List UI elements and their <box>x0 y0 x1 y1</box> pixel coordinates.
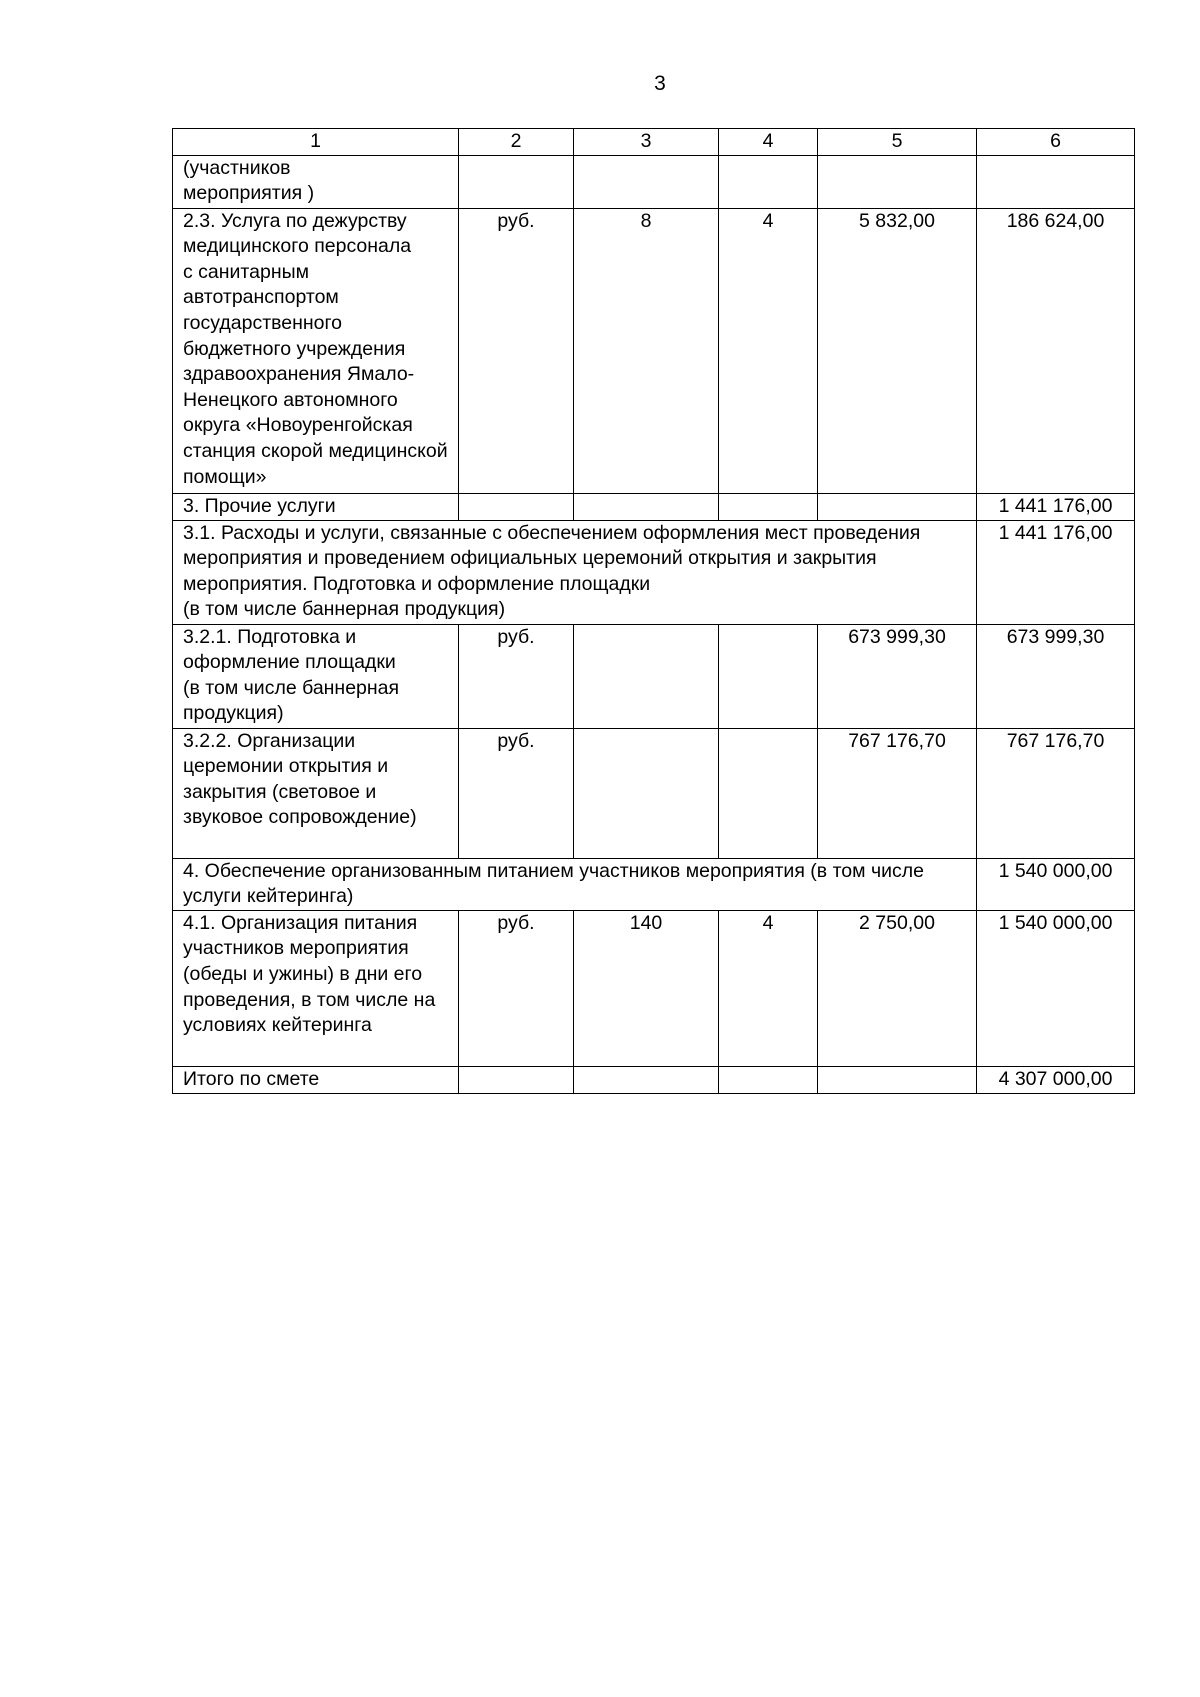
item-name-cell: (участников мероприятия ) <box>173 155 459 208</box>
table-row <box>173 858 1135 910</box>
days-cell <box>719 728 818 858</box>
days-cell <box>719 1066 818 1093</box>
days-cell: 4 <box>719 910 818 1066</box>
quantity-cell <box>574 1066 719 1093</box>
days-cell <box>719 493 818 520</box>
header-cell: 1 <box>173 129 459 156</box>
total-cell: 186 624,00 <box>977 208 1135 493</box>
table-row <box>173 155 1135 208</box>
header-cell: 6 <box>977 129 1135 156</box>
total-cell: 767 176,70 <box>977 728 1135 858</box>
item-name-cell: 3.2.2. Организации церемонии открытия и закрытия (световое и звуковое сопровождение) <box>173 728 459 858</box>
unit-cell <box>459 155 574 208</box>
price-cell: 767 176,70 <box>818 728 977 858</box>
table-row <box>173 520 1135 624</box>
price-cell <box>818 1066 977 1093</box>
item-name-cell: 4. Обеспечение организованным питанием участников мероприятия (в том числе услуги кейтеринга) <box>173 858 977 910</box>
price-cell: 5 832,00 <box>818 208 977 493</box>
table-header-row <box>173 129 1135 156</box>
header-cell: 4 <box>719 129 818 156</box>
header-cell: 2 <box>459 129 574 156</box>
header-cell: 5 <box>818 129 977 156</box>
quantity-cell <box>574 155 719 208</box>
unit-cell: руб. <box>459 728 574 858</box>
price-cell <box>818 493 977 520</box>
total-cell: 4 307 000,00 <box>977 1066 1135 1093</box>
quantity-cell <box>574 624 719 728</box>
unit-cell <box>459 493 574 520</box>
total-cell: 1 441 176,00 <box>977 493 1135 520</box>
quantity-cell <box>574 728 719 858</box>
estimate-table <box>172 128 1135 1094</box>
item-name-cell: Итого по смете <box>173 1066 459 1093</box>
item-name-cell: 3. Прочие услуги <box>173 493 459 520</box>
days-cell <box>719 624 818 728</box>
item-name-cell: 3.1. Расходы и услуги, связанные с обеспечением оформления мест проведения мероприятия и проведением официальных церемоний открытия и закрытия мероприятия. Подготовка и оформление площадки (в том числе баннерная продукция) <box>173 520 977 624</box>
item-name-cell: 3.2.1. Подготовка и оформление площадки (в том числе баннерная продукция) <box>173 624 459 728</box>
item-name-cell: 2.3. Услуга по дежурству медицинского персонала с санитарным автотранспортом государственного бюджетного учреждения здравоохранения Ямало-Ненецкого автономного округа «Новоуренгойская станция скорой медицинской помощи» <box>173 208 459 493</box>
unit-cell: руб. <box>459 208 574 493</box>
quantity-cell <box>574 493 719 520</box>
days-cell <box>719 155 818 208</box>
table-row <box>173 910 1135 1066</box>
header-cell: 3 <box>574 129 719 156</box>
table-row <box>173 728 1135 858</box>
days-cell: 4 <box>719 208 818 493</box>
table-row <box>173 624 1135 728</box>
quantity-cell: 8 <box>574 208 719 493</box>
price-cell: 2 750,00 <box>818 910 977 1066</box>
table-row <box>173 208 1135 493</box>
total-cell: 673 999,30 <box>977 624 1135 728</box>
total-cell: 1 540 000,00 <box>977 910 1135 1066</box>
unit-cell <box>459 1066 574 1093</box>
item-name-cell: 4.1. Организация питания участников мероприятия (обеды и ужины) в дни его проведения, в том числе на условиях кейтеринга <box>173 910 459 1066</box>
table-row <box>173 493 1135 520</box>
page-number: 3 <box>654 72 666 95</box>
total-cell <box>977 155 1135 208</box>
unit-cell: руб. <box>459 910 574 1066</box>
quantity-cell: 140 <box>574 910 719 1066</box>
total-cell: 1 540 000,00 <box>977 858 1135 910</box>
total-cell: 1 441 176,00 <box>977 520 1135 624</box>
table-row <box>173 1066 1135 1093</box>
price-cell <box>818 155 977 208</box>
unit-cell: руб. <box>459 624 574 728</box>
price-cell: 673 999,30 <box>818 624 977 728</box>
